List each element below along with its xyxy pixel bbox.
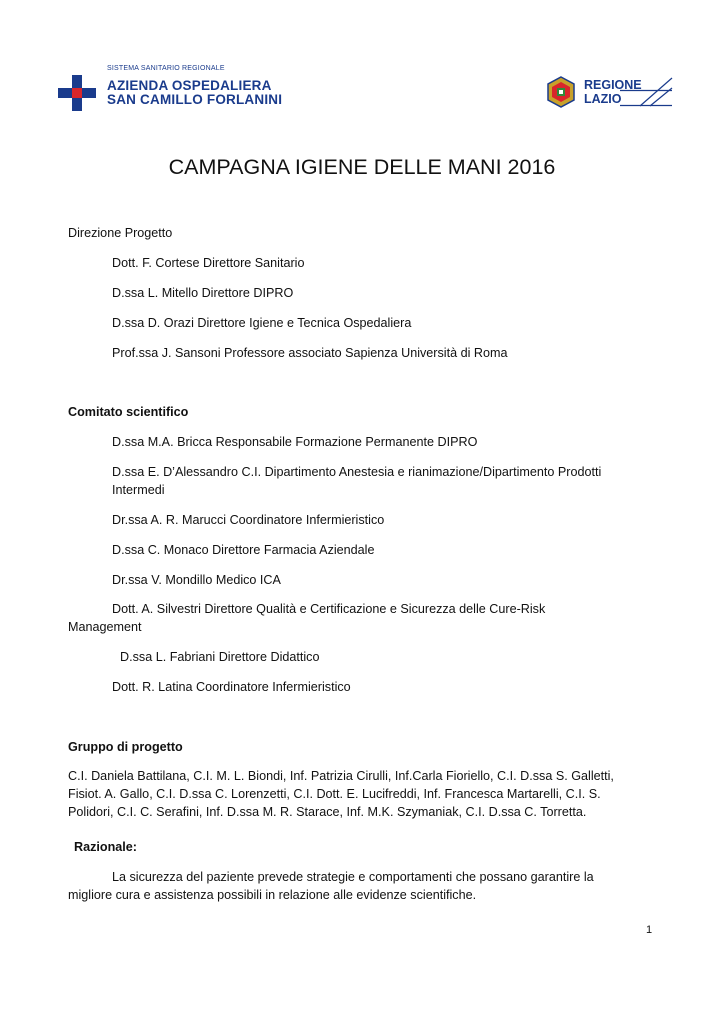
razionale-line: La sicurezza del paziente prevede strategie e comportamenti che possano garantire la (112, 870, 594, 884)
lazio-label: LAZIO (584, 92, 622, 106)
comitato-member-cont: Intermedi (112, 483, 165, 497)
gruppo-line: Polidori, C.I. C. Serafini, Inf. D.ssa M. R. Starace, Inf. M.K. Szymaniak, C.I. D.ssa C. Torretta. (68, 805, 587, 819)
logo-line-2: SAN CAMILLO FORLANINI (107, 92, 283, 107)
regione-swoosh-icon (620, 76, 674, 108)
comitato-member: Dr.ssa A. R. Marucci Coordinatore Infermieristico (112, 513, 385, 527)
regione-lazio-emblem-icon (544, 76, 578, 108)
direzione-heading: Direzione Progetto (68, 226, 173, 240)
hospital-logo (58, 64, 298, 112)
comitato-member: Dott. A. Silvestri Direttore Qualità e Certificazione e Sicurezza delle Cure-Risk (112, 602, 546, 616)
page-number: 1 (646, 924, 653, 936)
comitato-member: Dott. R. Latina Coordinatore Infermieristico (112, 680, 351, 694)
logo-subtitle: SISTEMA SANITARIO REGIONALE (107, 65, 225, 72)
comitato-member: Dr.ssa V. Mondillo Medico ICA (112, 573, 281, 587)
logo-line-1: AZIENDA OSPEDALIERA (107, 78, 272, 93)
direzione-member: Dott. F. Cortese Direttore Sanitario (112, 256, 305, 270)
gruppo-heading: Gruppo di progetto (68, 740, 183, 754)
comitato-member: D.ssa L. Fabriani Direttore Didattico (120, 650, 320, 664)
razionale-heading: Razionale: (74, 840, 137, 854)
red-blue-cross-icon (58, 75, 96, 111)
regione-lazio-logo (544, 76, 674, 108)
comitato-member-cont: Management (68, 620, 142, 634)
direzione-member: Prof.ssa J. Sansoni Professore associato Sapienza Università di Roma (112, 346, 508, 360)
comitato-member: D.ssa E. D’Alessandro C.I. Dipartimento Anestesia e rianimazione/Dipartimento Prodotti (112, 465, 602, 479)
razionale-line: migliore cura e assistenza possibili in relazione alle evidenze scientifiche. (68, 888, 477, 902)
comitato-heading: Comitato scientifico (68, 405, 189, 419)
comitato-member: D.ssa M.A. Bricca Responsabile Formazione Permanente DIPRO (112, 435, 478, 449)
gruppo-line: C.I. Daniela Battilana, C.I. M. L. Biondi, Inf. Patrizia Cirulli, Inf.Carla Fioriello, C.I. D.ssa S. Galletti, (68, 769, 614, 783)
gruppo-line: Fisiot. A. Gallo, C.I. D.ssa C. Lorenzetti, C.I. Dott. E. Lucifreddi, Inf. Francesca Martarelli, C.I. S. (68, 787, 601, 801)
direzione-member: D.ssa D. Orazi Direttore Igiene e Tecnica Ospedaliera (112, 316, 412, 330)
regione-label: REGIONE (584, 78, 642, 92)
page-title: CAMPAGNA IGIENE DELLE MANI 2016 (168, 155, 556, 179)
direzione-member: D.ssa L. Mitello Direttore DIPRO (112, 286, 294, 300)
comitato-member: D.ssa C. Monaco Direttore Farmacia Aziendale (112, 543, 375, 557)
